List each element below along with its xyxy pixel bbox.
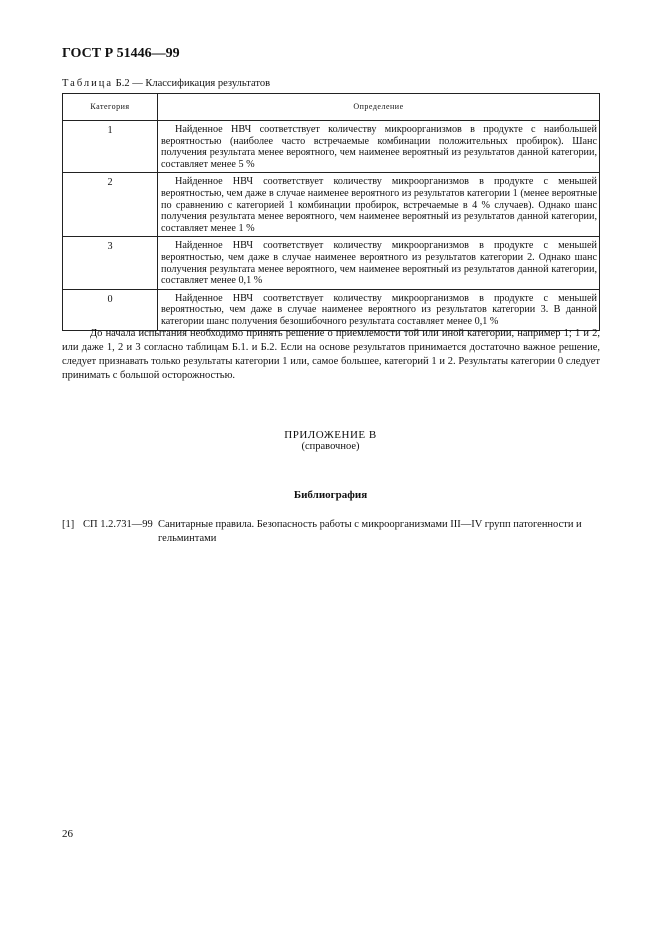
bibliography-entry-number: [1]	[62, 519, 75, 530]
definition-text: Найденное НВЧ соответствует количеству микроорганизмов в продукте с меньшей вероятностью, чем даже в случае наименее вероятного из результатов категории 1 (менее вероятные по сравнению с категорией 1 комбинации пробирок, встречаемые в 4 % случаев). Однако шанс получения результата менее вероятного, чем наименее вероятный из результатов данной категории, составляет менее 1 %	[161, 176, 597, 234]
page-number: 26	[62, 828, 73, 840]
table-row	[63, 237, 600, 289]
bibliography-heading: Библиография	[293, 489, 368, 501]
table-caption-text: Б.2 — Классификация результатов	[115, 78, 271, 89]
definition-cell	[158, 237, 600, 289]
definition-text: Найденное НВЧ соответствует количеству микроорганизмов в продукте с меньшей вероятностью, чем даже в случае наименее вероятного из результатов категории 2. Однако шанс получения результата менее вероятного, чем наименее вероятный из результатов данной категории, составляет менее 0,1 %	[161, 240, 597, 287]
bibliography-entry-code: СП 1.2.731—99	[83, 519, 153, 530]
appendix-subtitle: (справочное)	[301, 441, 360, 452]
definition-text: Найденное НВЧ соответствует количеству микроорганизмов в продукте с наибольшей вероятностью (наиболее часто встречаемые комбинации положительных пробирок). Шанс получения результата менее вероятного, чем наименее вероятный из результатов данной категории, составляет менее 5 %	[161, 124, 597, 170]
column-header-definition: Определение	[158, 94, 600, 121]
category-cell: 1	[63, 121, 158, 173]
table-header-row	[63, 94, 600, 121]
standard-header: ГОСТ Р 51446—99	[62, 46, 180, 61]
definition-cell	[158, 289, 600, 330]
appendix-title: ПРИЛОЖЕНИЕ В	[284, 429, 377, 441]
table-row	[63, 173, 600, 237]
definition-cell	[158, 173, 600, 237]
table-caption-prefix: Таблица	[62, 78, 114, 89]
table-caption	[62, 78, 270, 89]
table-row	[63, 121, 600, 173]
category-cell: 2	[63, 173, 158, 237]
table-row	[63, 289, 600, 330]
column-header-category: Категория	[63, 94, 158, 121]
category-cell: 3	[63, 237, 158, 289]
definition-cell	[158, 121, 600, 173]
definition-text: Найденное НВЧ соответствует количеству микроорганизмов в продукте с меньшей вероятностью, чем даже в случае наименее вероятного из результатов категории 3. В данной категории шанс получения безошибочного результата составляет менее 0,1 %	[161, 292, 597, 327]
body-paragraph: До начала испытания необходимо принять решение о приемлемости той или иной категории, например 1; 1 и 2, или даже 1, 2 и 3 согласно таблицам Б.1. и Б.2. Если на основе результатов принимается достаточно важное решение, следует признавать только результаты категории 1 или, самое большее, категорий 1 и 2. Результаты категории 0 следует принимать с большой осторожностью.	[62, 328, 600, 381]
category-cell: 0	[63, 289, 158, 330]
bibliography-entry-text: Санитарные правила. Безопасность работы с микроорганизмами III—IV групп патогенности и гельминтами	[158, 519, 582, 544]
classification-table	[62, 93, 600, 331]
